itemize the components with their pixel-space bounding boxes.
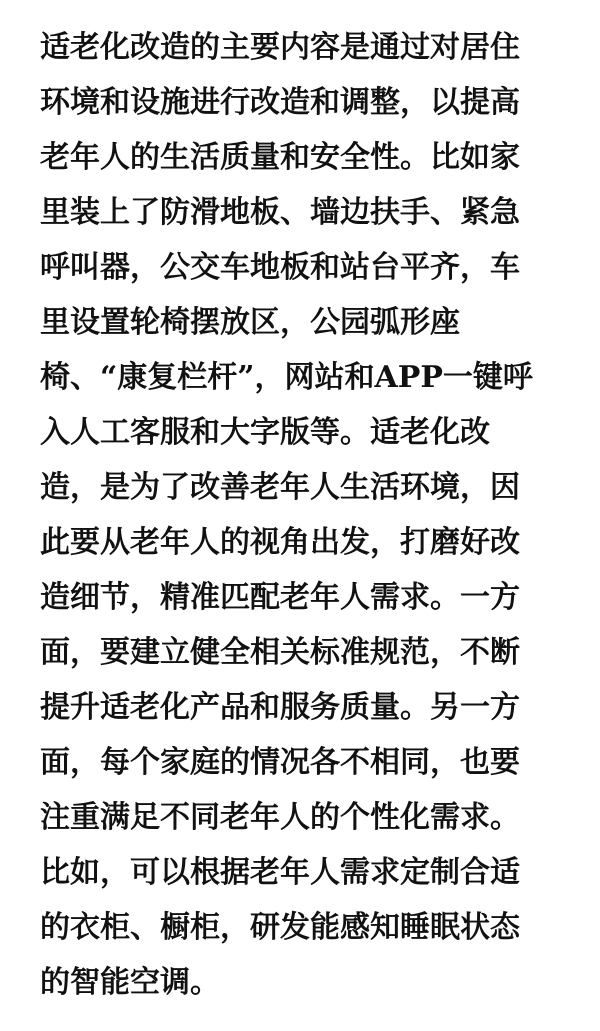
- text-line: 的智能空调。: [40, 965, 220, 1000]
- text-line: 面，要建立健全相关标准规范，不断: [40, 635, 520, 670]
- text-line: 呼叫器，公交车地板和站台平齐，车: [40, 250, 520, 285]
- text-line: 此要从老年人的视角出发，打磨好改: [40, 525, 520, 560]
- text-line: 环境和设施进行改造和调整，以提高: [40, 85, 520, 120]
- text-line: 造细节，精准匹配老年人需求。一方: [40, 580, 520, 615]
- text-line: 入人工客服和大字版等。适老化改: [40, 415, 490, 450]
- text-line: 的衣柜、橱柜，研发能感知睡眠状态: [40, 910, 520, 945]
- text-line: 造，是为了改善老年人生活环境，因: [40, 470, 520, 505]
- text-line: 适老化改造的主要内容是通过对居住: [40, 30, 520, 65]
- text-line: 比如，可以根据老年人需求定制合适: [40, 855, 520, 890]
- text-line: 面，每个家庭的情况各不相同，也要: [40, 745, 520, 780]
- text-line: 提升适老化产品和服务质量。另一方: [40, 690, 520, 725]
- text-line: 注重满足不同老年人的个性化需求。: [40, 800, 520, 835]
- text-line: 里设置轮椅摆放区，公园弧形座: [40, 305, 460, 340]
- text-line: 老年人的生活质量和安全性。比如家: [40, 140, 520, 175]
- text-line: 椅、“康复栏杆”，网站和APP一键呼: [40, 360, 533, 395]
- text-line: 里装上了防滑地板、墙边扶手、紧急: [40, 195, 520, 230]
